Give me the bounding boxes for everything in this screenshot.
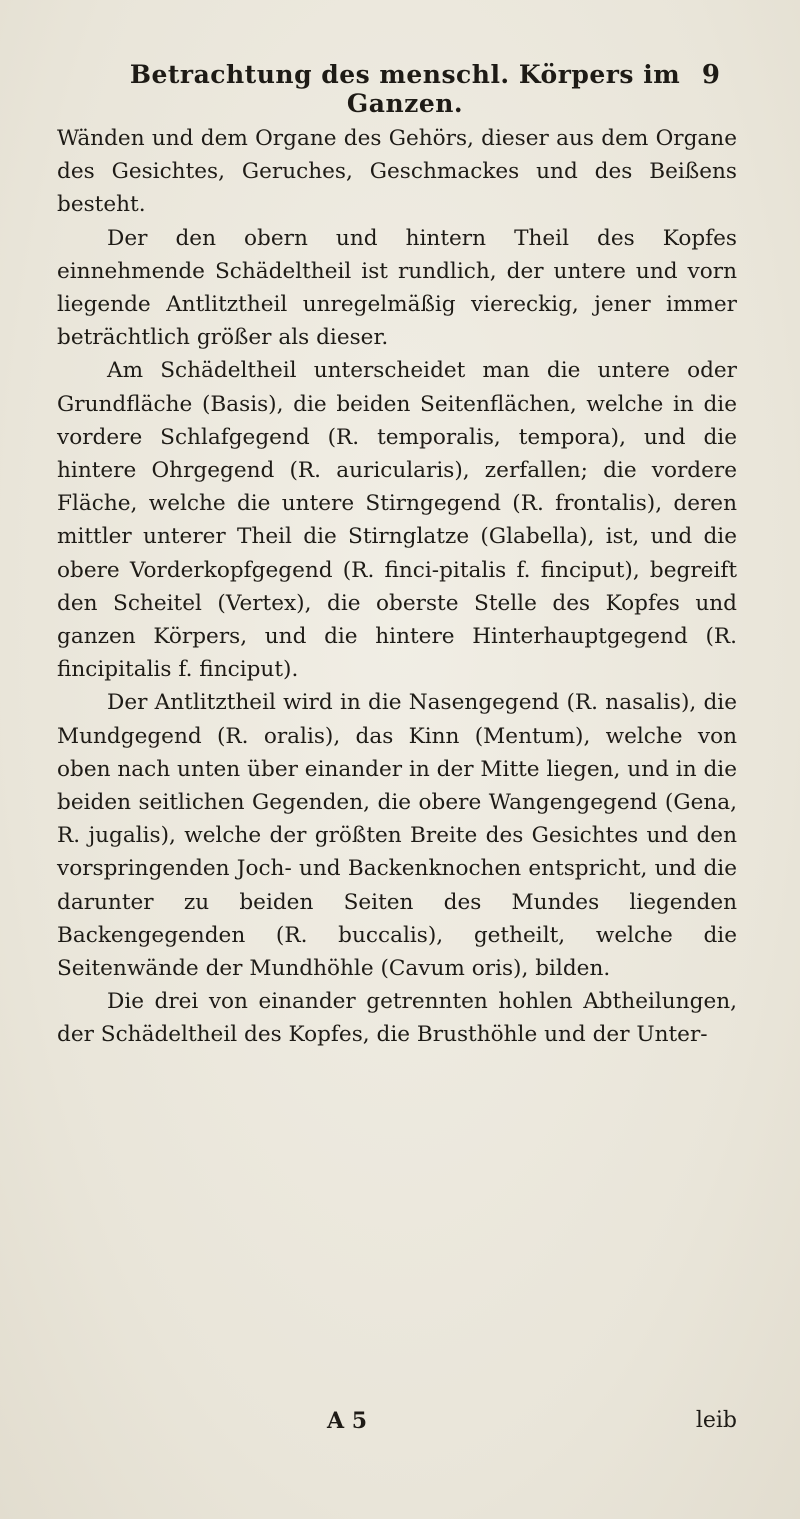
page-header: [120, 60, 720, 118]
paragraph-5: Die drei von einander getrennten hohlen Abtheilungen, der Schädeltheil des Kopfes, die Brusthöhle und der Unter-: [57, 989, 737, 1048]
running-head: Betrachtung des menschl. Körpers im Ganzen.: [129, 60, 681, 118]
paragraph-3: Am Schädeltheil unterscheidet man die untere oder Grundfläche (Basis), die beiden Seitenflächen, welche in die vordere Schlafgegend (R. temporalis, tempora), und die hintere Ohrgegend (R. auricularis), zerfallen; die vordere Fläche, welche die untere Stirngegend (R. frontalis), deren mittler unterer Theil die Stirnglatze (Glabella), ist, und die obere Vorderkopfgegend (R. finci-pitalis f. finciput), begreift den Scheitel (Vertex), die oberste Stelle des Kopfes und ganzen Körpers, und die hintere Hinterhauptgegend (R. fincipitalis f. finciput).: [57, 358, 737, 683]
paragraph-4: Der Antlitztheil wird in die Nasengegend (R. nasalis), die Mundgegend (R. oralis), das Kinn (Mentum), welche von oben nach unten über einander in der Mitte liegen, und in die beiden seitlichen Gegenden, die obere Wangengegend (Gena, R. jugalis), welche der größten Breite des Gesichtes und den vorspringenden Joch- und Backenknochen entspricht, und die darunter zu beiden Seiten des Mundes liegenden Backengegenden (R. buccalis), getheilt, welche die Seitenwände der Mundhöhle (Cavum oris), bilden.: [57, 690, 737, 982]
page-footer: [57, 1408, 737, 1442]
catchword: leib: [695, 1408, 737, 1433]
paragraph-1: Wänden und dem Organe des Gehörs, dieser aus dem Organe des Gesichtes, Geruches, Geschmackes und des Beißens besteht.: [57, 126, 737, 218]
signature-mark: A 5: [327, 1408, 368, 1434]
body-text: [57, 122, 737, 1052]
page-number: 9: [701, 60, 720, 90]
paragraph-2: Der den obern und hintern Theil des Kopfes einnehmende Schädeltheil ist rundlich, der untere und vorn liegende Antlitztheil unregelmäßig viereckig, jener immer beträchtlich größer als dieser.: [57, 225, 737, 351]
